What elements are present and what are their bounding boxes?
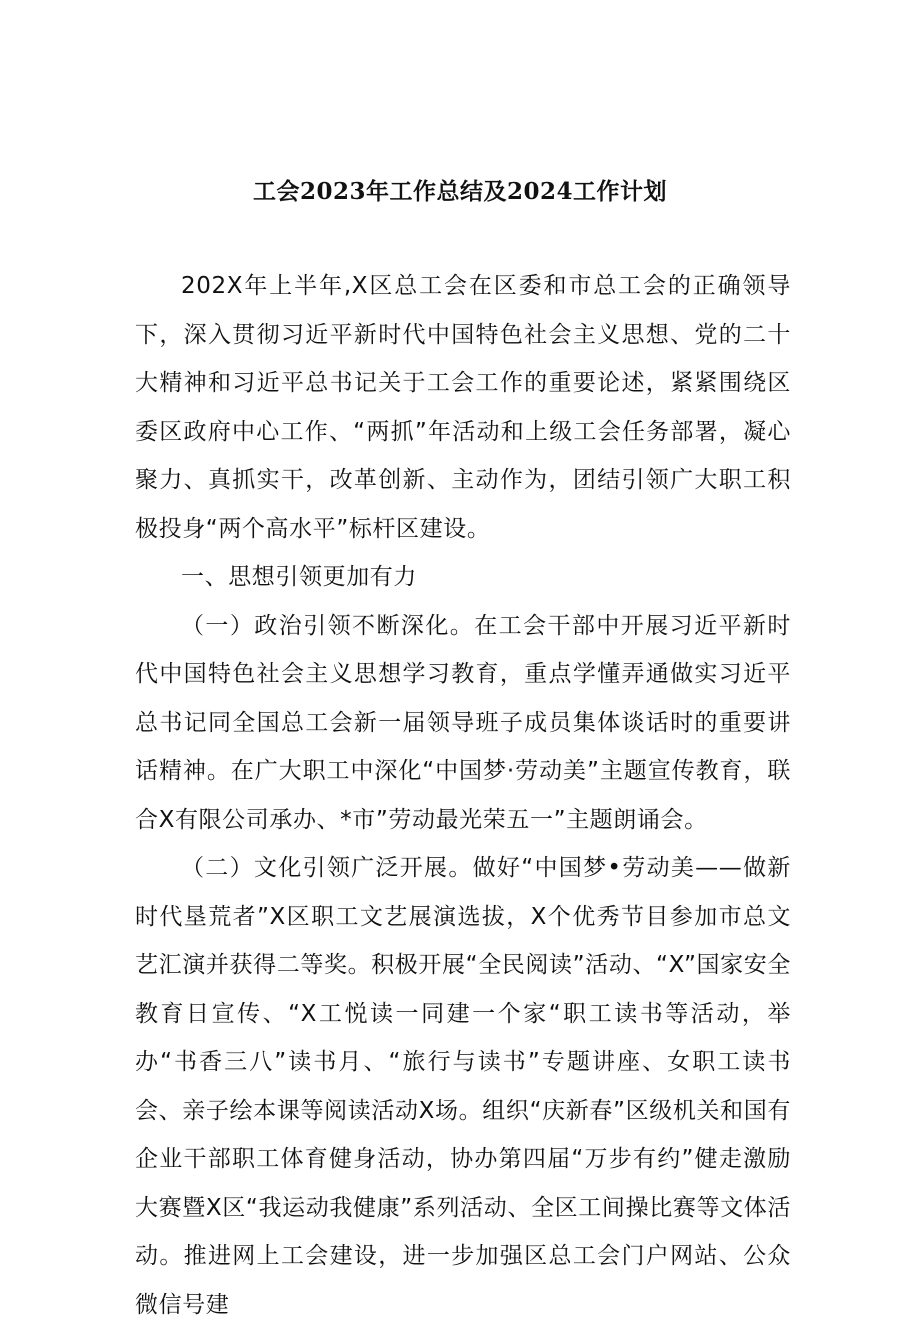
document-title: 工会2023年工作总结及2024工作计划 <box>252 178 668 205</box>
subsection-1-paragraph: （一）政治引领不断深化。在工会干部中开展习近平新时代中国特色社会主义思想学习教育，重点学懂弄通做实习近平总书记同全国总工会新一届领导班子成员集体谈话时的重要讲话精神。在广大职工中深化“中国梦·劳动美”主题宣传教育，联合X有限公司承办、*市”劳动最光荣五一”主题朗诵会。 <box>135 612 791 833</box>
section-heading-1: 一、思想引领更加有力 <box>181 564 417 590</box>
subsection-2-paragraph: （二）文化引领广泛开展。做好“中国梦•劳动美——做新时代垦荒者”X区职工文艺展演选拔，X个优秀节目参加市总文艺汇演并获得二等奖。积极开展“全民阅读”活动、“X”国家安全教育日宣传、“X工悦读一同建一个家“职工读书等活动，举办“书香三八”读书月、“旅行与读书”专题讲座、女职工读书会、亲子绘本课等阅读活动X场。组织“庆新春”区级机关和国有企业干部职工体育健身活动，协办第四届“万步有约”健走激励大赛暨X区“我运动我健康”系列活动、全区工间操比赛等文体活动。推进网上工会建设，进一步加强区总工会门户网站、公众微信号建 <box>135 855 791 1318</box>
intro-paragraph: 202X年上半年,X区总工会在区委和市总工会的正确领导下，深入贯彻习近平新时代中国特色社会主义思想、党的二十大精神和习近平总书记关于工会工作的重要论述，紧紧围绕区委区政府中心工作、“两抓”年活动和上级工会任务部署，凝心聚力、真抓实干，改革创新、主动作为，团结引领广大职工积极投身“两个高水平”标杆区建设。 <box>135 273 791 542</box>
document-body <box>135 262 791 1329</box>
